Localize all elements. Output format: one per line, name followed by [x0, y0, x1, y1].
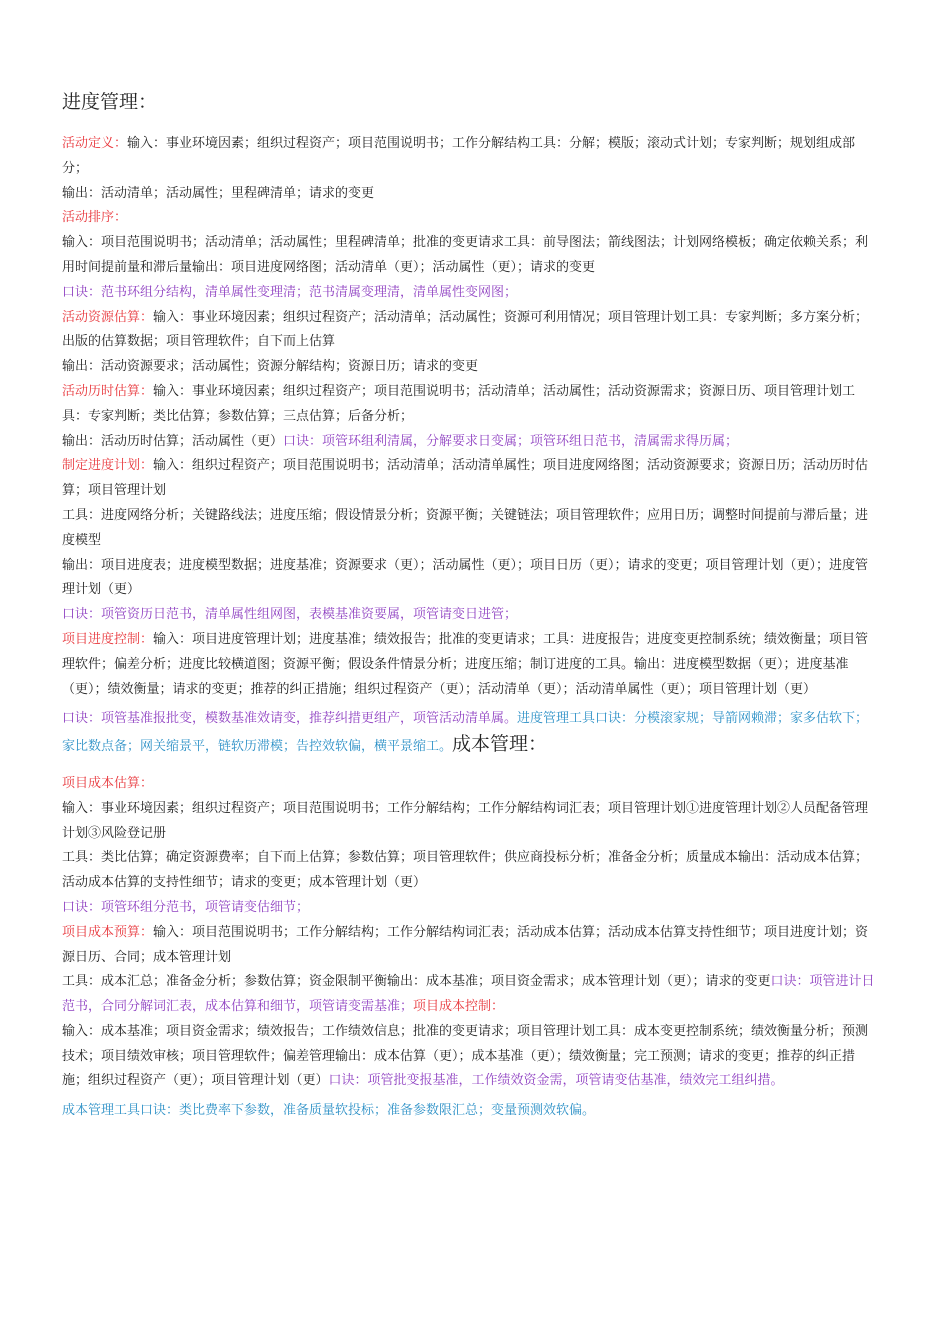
activity-definition-outputs: 输出：活动清单；活动属性；里程碑清单；请求的变更	[62, 185, 375, 201]
activity-definition-heading: 活动定义：	[62, 136, 128, 151]
schedule-tools-mnemonic: 进度管理工具口诀：分模滚家规；导箭网赖滞；家多估软下；家比数点备；网关缩景平，链软历滞模；告控效软偏，横平景缩工。	[62, 711, 869, 755]
cost-estimating-tools: 工具：类比估算；确定资源费率；自下而上估算；参数估算；项目管理软件；供应商投标分析；准备金分析；质量成本输出：活动成本估算；活动成本估算的支持性细节；请求的变更；成本管理计划（更）	[62, 850, 869, 891]
cost-budgeting-tools: 工具：成本汇总；准备金分析；参数估算；资金限制平衡输出：成本基准；项目资金需求；成本管理计划（更）；请求的变更口诀：项管进计日范书，合同分解词汇表，成本估算和细节，项管请变需基准；项目成本控制：	[62, 974, 875, 1015]
schedule-control-mnemonic: 口诀：项管基准报批变，模数基准效请变，推荐纠措更组产，项管活动清单属。进度管理工具口诀：分模滚家规；导箭网赖滞；家多估软下；家比数点备；网关缩景平，链软历滞模；告控效软偏，横平景缩工。成本管理：	[62, 711, 869, 756]
duration-estimating-mnemonic: 口诀：项管环组利清属，分解要求日变属；项管环组日范书，清属需求得历属；	[283, 433, 739, 449]
activity-sequencing-heading: 活动排序：	[62, 210, 128, 226]
resource-estimating-inputs: 活动资源估算：输入：事业环境因素；组织过程资产；活动清单；活动属性；资源可利用情况；项目管理计划工具：专家判断；多方案分析；出版的估算数据；项目管理软件；自下而上估算	[62, 309, 869, 350]
cost-control-heading: 项目成本控制：	[413, 999, 505, 1015]
schedule-development-outputs: 输出：项目进度表；进度模型数据；进度基准；资源要求（更）；活动属性（更）；项目日历（更）；请求的变更；项目管理计划（更）；进度管理计划（更）	[62, 557, 869, 598]
schedule-control-heading: 项目进度控制：	[62, 631, 154, 647]
schedule-development-heading: 制定进度计划：	[62, 458, 154, 474]
cost-control-mnemonic: 口诀：项管批变报基准，工作绩效资金需，项管请变估基准，绩效完工组纠措。	[328, 1073, 784, 1089]
cost-budgeting-heading: 项目成本预算：	[62, 924, 154, 940]
resource-estimating-outputs: 输出：活动资源要求；活动属性；资源分解结构；资源日历；请求的变更	[62, 359, 479, 375]
schedule-title: 进度管理：	[62, 91, 158, 113]
cost-budgeting-inputs: 项目成本预算：输入：项目范围说明书；工作分解结构；工作分解结构词汇表；活动成本估算；活动成本估算支持性细节；项目进度计划；资源日历、合同；成本管理计划	[62, 924, 869, 965]
cost-title: 成本管理：	[452, 733, 548, 756]
document-page	[62, 88, 880, 1124]
duration-estimating-inputs: 活动历时估算：输入：事业环境因素；组织过程资产；项目范围说明书；活动清单；活动属性；活动资源需求；资源日历、项目管理计划工具：专家判断；类比估算；参数估算；三点估算；后备分析；	[62, 383, 856, 424]
schedule-development-tools: 工具：进度网络分析；关键路线法；进度压缩；假设情景分析；资源平衡；关键链法；项目管理软件；应用日历；调整时间提前与滞后量；进度模型	[62, 507, 869, 548]
duration-estimating-outputs: 输出：活动历时估算；活动属性（更）口诀：项管环组利清属，分解要求日变属；项管环组日范书，清属需求得历属；	[62, 433, 739, 449]
cost-estimating-inputs: 输入：事业环境因素；组织过程资产；项目范围说明书；工作分解结构；工作分解结构词汇表；项目管理计划①进度管理计划②人员配备管理计划③风险登记册	[62, 800, 869, 841]
cost-control-io: 输入：成本基准；项目资金需求；绩效报告；工作绩效信息；批准的变更请求；项目管理计划工具：成本变更控制系统；绩效衡量分析；预测技术；项目绩效审核；项目管理软件；偏差管理输出：成本估算（更）；成本基准（更）；绩效衡量；完工预测；请求的变更；推荐的纠正措施；组织过程资产（更）；项目管理计划（更）口诀：项管批变报基准，工作绩效资金需，项管请变估基准，绩效完工组纠措。	[62, 1023, 869, 1089]
activity-sequencing-io: 输入：项目范围说明书；活动清单；活动属性；里程碑清单；批准的变更请求工具：前导图法；箭线图法；计划网络模板；确定依赖关系；利用时间提前量和滞后量输出：项目进度网络图；活动清单（更）；活动属性（更）；请求的变更	[62, 235, 869, 275]
schedule-development-mnemonic: 口诀：项管资历日范书，清单属性组网图，表模基准资要属，项管请变日进管；	[62, 607, 518, 623]
activity-definition-inputs: 活动定义：输入：事业环境因素；组织过程资产；项目范围说明书；工作分解结构工具：分解；模版；滚动式计划；专家判断；规划组成部分；	[62, 136, 856, 176]
schedule-development-inputs: 制定进度计划：输入：组织过程资产；项目范围说明书；活动清单；活动清单属性；项目进度网络图；活动资源要求；资源日历；活动历时估算；项目管理计划	[62, 458, 869, 499]
schedule-control-io: 项目进度控制：输入：项目进度管理计划；进度基准；绩效报告；批准的变更请求；工具：进度报告；进度变更控制系统；绩效衡量；项目管理软件；偏差分析；进度比较横道图；资源平衡；假设条件情景分析；进度压缩；制订进度的工具。输出：进度模型数据（更）；进度基准（更）；绩效衡量；请求的变更；推荐的纠正措施；组织过程资产（更）；活动清单（更）；活动清单属性（更）；项目管理计划（更）	[62, 631, 869, 697]
resource-estimating-heading: 活动资源估算：	[62, 309, 154, 325]
cost-estimating-heading: 项目成本估算：	[62, 775, 154, 791]
cost-tools-mnemonic: 成本管理工具口诀：类比费率下参数，准备质量软投标；准备参数限汇总；变量预测效软偏。	[62, 1103, 596, 1119]
activity-sequencing-mnemonic: 口诀：范书环组分结构，清单属性变理清；范书清属变理清，清单属性变网图；	[62, 284, 518, 300]
cost-estimating-mnemonic: 口诀：项管环组分范书，项管请变估细节；	[62, 899, 310, 915]
cost-budgeting-mnemonic: 口诀：项管进计日范书，合同分解词汇表，成本估算和细节，项管请变需基准；	[62, 974, 875, 1015]
duration-estimating-heading: 活动历时估算：	[62, 383, 154, 399]
